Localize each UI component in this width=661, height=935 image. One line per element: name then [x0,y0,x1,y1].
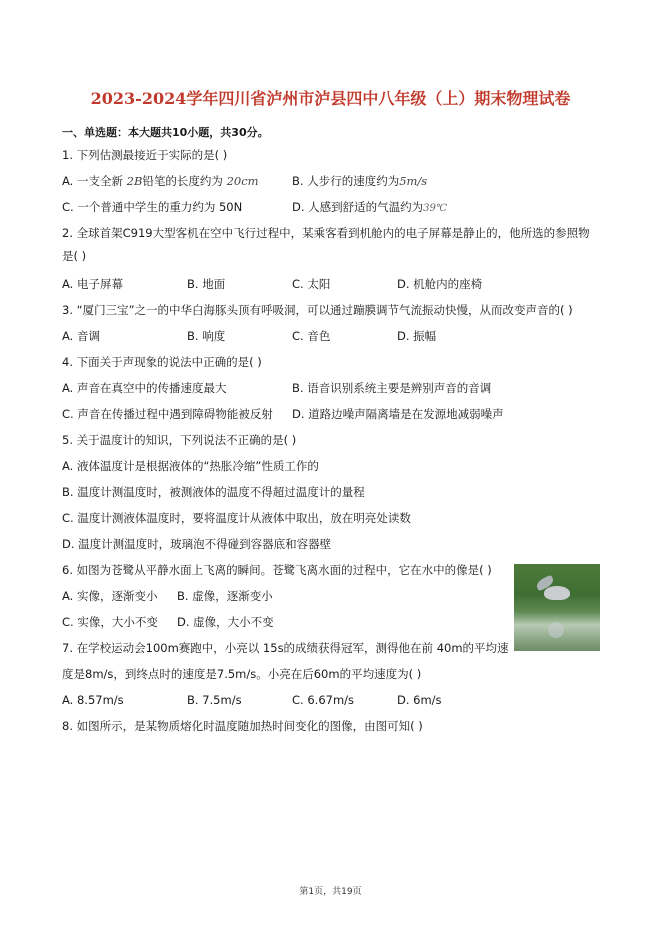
question-3-option-a: A. 音调 [62,329,100,343]
question-7-option-a: A. 8.57m/s [62,693,124,707]
question-5-option-c: C. 温度计测液体温度时，要将温度计从液体中取出，放在明亮处读数 [62,511,411,525]
option-value: 5m/s [399,174,428,188]
section-heading: 一、单选题：本大题共10小题，共30分。 [62,126,269,139]
question-4-option-d: D. 道路边噪声隔离墙是在发源地减弱噪声 [292,407,504,421]
question-2-option-a: A. 电子屏幕 [62,277,123,291]
question-7-stem-continued: 度是8m/s，到终点时的速度是7.5m/s。小亮在后60m的平均速度为( ) [62,667,422,681]
question-7-stem: 7. 在学校运动会100m赛跑中，小亮以 15s的成绩获得冠军，测得他在前 40m的平均速 [62,641,509,655]
page-title: 2023-2024学年四川省泸州市泸县四中八年级（上）期末物理试卷 [90,89,571,108]
question-5-option-d: D. 温度计测温度时，玻璃泡不得碰到容器底和容器壁 [62,537,332,551]
question-4-stem: 4. 下面关于声现象的说法中正确的是( ) [62,355,262,369]
question-1-option-b [292,173,427,189]
option-text: D. 人感到舒适的气温约为 [292,200,424,214]
heron-photo [514,564,600,651]
question-7-option-b: B. 7.5m/s [187,693,242,707]
question-6-stem: 6. 如图为苍鹭从平静水面上飞离的瞬间。苍鹭飞离水面的过程中，它在水中的像是( ) [62,563,492,577]
question-1-option-d [292,199,447,217]
question-4-option-c: C. 声音在传播过程中遇到障碍物能被反射 [62,407,273,421]
option-value: 20cm [226,174,259,188]
page-footer: 第1页，共19页 [299,887,362,897]
question-6-option-c: C. 实像，大小不变 [62,615,158,629]
question-5-option-b: B. 温度计测温度时，被测液体的温度不得超过温度计的量程 [62,485,365,499]
question-7-option-c: C. 6.67m/s [292,693,355,707]
option-text: B. 人步行的速度约为 [292,174,400,188]
question-6-option-d: D. 虚像，大小不变 [177,615,274,629]
question-3-option-b: B. 响度 [187,329,226,343]
question-3-option-c: C. 音色 [292,329,331,343]
question-1-option-c: C. 一个普通中学生的重力约为 50N [62,200,243,214]
option-text: 铅笔的长度约为 [142,174,223,188]
question-4-option-a: A. 声音在真空中的传播速度最大 [62,381,227,395]
option-var: 2B [126,174,143,188]
heron-body [544,586,570,600]
question-2-option-d: D. 机舱内的座椅 [397,277,483,291]
question-2-option-b: B. 地面 [187,277,226,291]
question-7-option-d: D. 6m/s [397,693,442,707]
question-5-option-a: A. 液体温度计是根据液体的“热胀冷缩”性质工作的 [62,459,319,473]
question-3-option-d: D. 振幅 [397,329,437,343]
question-3-stem: 3. “厦门三宝”之一的中华白海豚头顶有呼吸洞，可以通过蹦膜调节气流振动快慢，从而改变声音的( ) [62,303,573,317]
question-2-stem: 2. 全球首架C919大型客机在空中飞行过程中，某乘客看到机舱内的电子屏幕是静止的，他所选的参照物 [62,226,590,240]
question-5-stem: 5. 关于温度计的知识，下列说法不正确的是( ) [62,433,297,447]
heron-reflection [548,622,564,638]
question-1-option-a [62,173,259,189]
question-6-option-a: A. 实像，逐渐变小 [62,589,158,603]
question-8-stem: 8. 如图所示，是某物质熔化时温度随加热时间变化的图像，由图可知( ) [62,719,423,733]
question-2-stem-continued: 是( ) [62,249,87,263]
question-4-option-b: B. 语音识别系统主要是辨别声音的音调 [292,381,492,395]
option-text: A. 一支全新 [62,174,123,188]
question-1-stem: 1. 下列估测最接近于实际的是( ) [62,148,228,162]
question-6-option-b: B. 虚像，逐渐变小 [177,589,273,603]
option-value: 39℃ [423,203,448,214]
question-2-option-c: C. 太阳 [292,277,331,291]
